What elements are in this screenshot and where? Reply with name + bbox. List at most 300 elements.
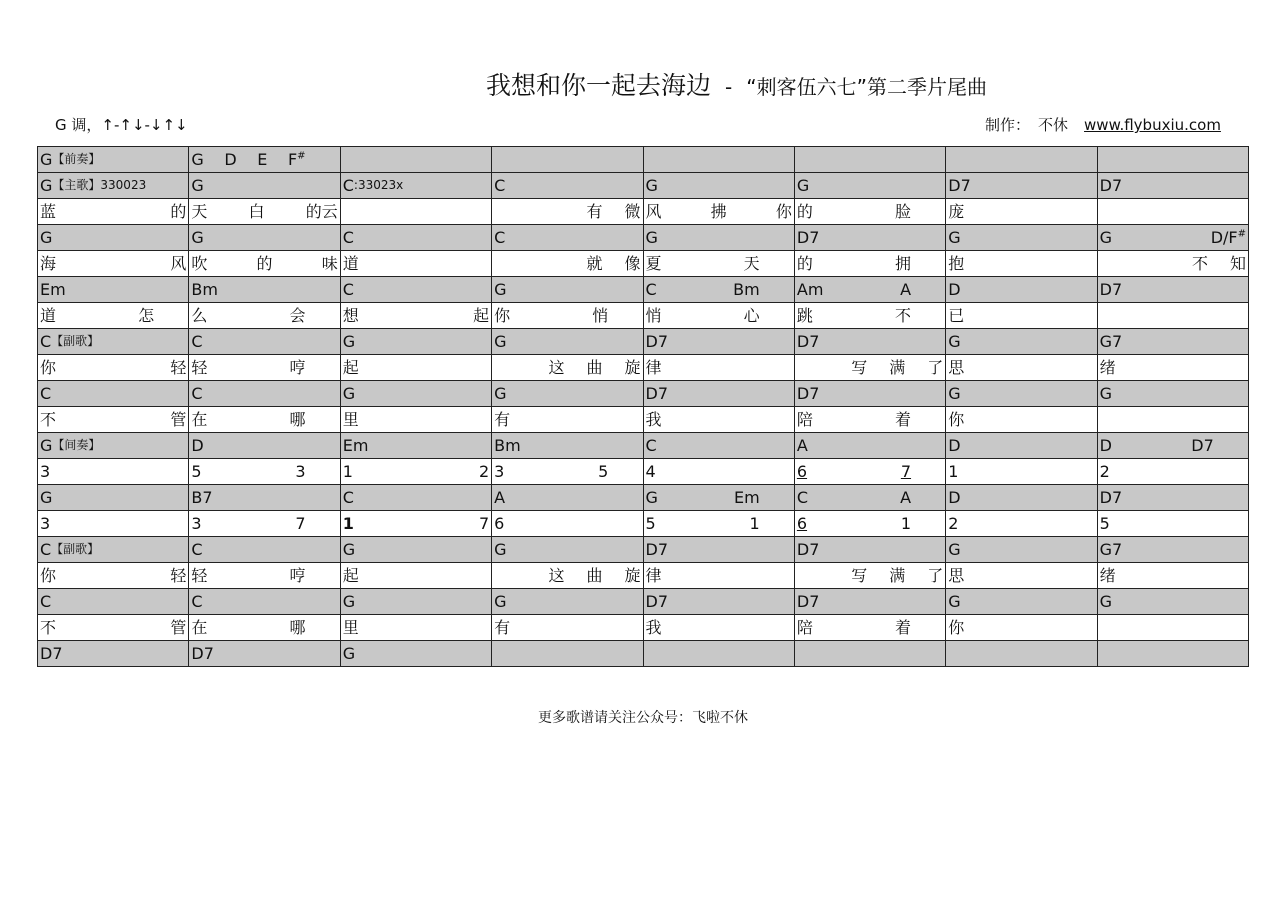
lyric-cell	[38, 407, 189, 433]
lyric-token: 有	[494, 618, 511, 637]
chord-symbol: A	[900, 488, 912, 507]
chord-cell	[946, 537, 1097, 563]
lyric-token: 有	[586, 202, 603, 221]
lyric-token: 轻	[191, 358, 208, 377]
song-title-line	[486, 66, 987, 102]
lyric-cell	[492, 615, 643, 641]
lyric-cell	[643, 563, 794, 589]
chord-symbol: D	[948, 436, 961, 455]
lyric-token: 3	[295, 462, 306, 481]
chord-symbol: D7	[796, 592, 820, 611]
lyric-token: 5	[1099, 514, 1110, 533]
chord-row	[38, 641, 1249, 667]
lyric-cell	[1097, 355, 1248, 381]
chord-symbol: C	[342, 280, 354, 299]
lyric-row	[38, 303, 1249, 329]
chord-cell	[794, 225, 945, 251]
chord-symbol: G	[191, 176, 204, 195]
lyric-token: 道	[40, 306, 57, 325]
chord-cell	[340, 589, 491, 615]
lyric-cell	[189, 303, 340, 329]
chord-cell	[492, 433, 643, 459]
chord-symbol: C	[191, 592, 203, 611]
lyric-cell	[1097, 251, 1248, 277]
chord-symbol: Em	[342, 436, 369, 455]
chord-cell	[643, 381, 794, 407]
chord-symbol: D7	[1099, 176, 1123, 195]
chord-symbol: G	[948, 540, 961, 559]
chord-symbol: G	[40, 436, 53, 455]
lyric-token: 这	[548, 566, 565, 585]
chord-cell	[794, 329, 945, 355]
chord-row	[38, 225, 1249, 251]
chord-symbol: D7	[1099, 488, 1123, 507]
lyric-row	[38, 251, 1249, 277]
chord-cell	[492, 589, 643, 615]
chord-cell	[189, 589, 340, 615]
chord-cell	[189, 641, 340, 667]
lyric-token: 起	[342, 358, 359, 377]
lyric-token: 陪	[796, 618, 813, 637]
lyric-token: 的	[796, 202, 813, 221]
chord-cell	[794, 277, 945, 303]
chord-cell	[1097, 485, 1248, 511]
chord-symbol: C	[342, 488, 354, 507]
lyric-token: 我	[645, 410, 662, 429]
chord-cell	[492, 225, 643, 251]
lyric-cell	[340, 407, 491, 433]
chord-symbol: C	[40, 332, 52, 351]
website-link[interactable]: www.flybuxiu.com	[1084, 116, 1221, 134]
chord-cell	[340, 537, 491, 563]
song-title: 我想和你一起去海边	[486, 71, 712, 100]
chord-row	[38, 277, 1249, 303]
chord-cell	[38, 433, 189, 459]
lyric-row	[38, 407, 1249, 433]
chord-cell	[189, 329, 340, 355]
chord-cell	[38, 147, 189, 173]
lyric-token: 7	[478, 514, 490, 533]
chord-symbol: G	[948, 384, 961, 403]
chord-row	[38, 329, 1249, 355]
chord-cell	[38, 381, 189, 407]
lyric-token: 你	[948, 618, 965, 637]
lyric-cell	[38, 563, 189, 589]
lyric-token: 着	[895, 618, 912, 637]
lyric-row	[38, 615, 1249, 641]
chord-cell	[1097, 433, 1248, 459]
section-tag: 【前奏】	[52, 152, 101, 166]
lyric-token: 绪	[1099, 566, 1116, 585]
lyric-token: 轻	[170, 358, 187, 377]
lyric-token: 的	[170, 202, 187, 221]
chord-symbol: F#	[287, 150, 306, 169]
lyric-token: 白	[248, 202, 265, 221]
chord-cell	[1097, 147, 1248, 173]
chord-cell	[189, 485, 340, 511]
lyric-token: 脸	[895, 202, 912, 221]
section-tag: 【副歌】	[51, 334, 100, 348]
chord-symbol: G	[494, 384, 507, 403]
chord-symbol: C	[645, 280, 657, 299]
chord-cell	[189, 537, 340, 563]
chord-sheet-table	[37, 146, 1249, 667]
lyric-cell	[38, 303, 189, 329]
lyric-token: 管	[170, 618, 187, 637]
lyric-row	[38, 511, 1249, 537]
lyric-token: 满	[889, 358, 906, 377]
chord-symbol: G	[796, 176, 810, 195]
lyric-token: 了	[927, 358, 944, 377]
lyric-cell	[340, 615, 491, 641]
lyric-token: 里	[342, 410, 359, 429]
lyric-cell	[794, 251, 945, 277]
chord-cell	[340, 173, 491, 199]
chord-symbol: G	[494, 280, 507, 299]
lyric-cell	[38, 251, 189, 277]
chord-row	[38, 485, 1249, 511]
chord-symbol: B7	[191, 488, 213, 507]
lyric-token: 5	[191, 462, 202, 481]
chord-symbol: G	[948, 592, 961, 611]
chord-cell	[1097, 225, 1248, 251]
chord-cell	[38, 277, 189, 303]
chord-cell	[189, 173, 340, 199]
chord-cell	[340, 277, 491, 303]
chord-symbol: Bm	[191, 280, 218, 299]
chord-cell	[1097, 589, 1248, 615]
lyric-row	[38, 563, 1249, 589]
lyric-cell	[38, 199, 189, 225]
chord-symbol: C	[342, 176, 354, 195]
lyric-cell	[340, 355, 491, 381]
chord-symbol: G	[342, 644, 356, 663]
chord-cell	[340, 641, 491, 667]
lyric-token: 满	[889, 566, 906, 585]
lyric-token: 曲	[586, 358, 603, 377]
lyric-cell	[38, 355, 189, 381]
chord-symbol: G	[494, 332, 507, 351]
chord-cell	[38, 641, 189, 667]
chord-symbol: E	[257, 150, 268, 169]
lyric-token: 悄	[645, 306, 662, 325]
chord-symbol: D7	[796, 228, 820, 247]
chord-cell	[794, 433, 945, 459]
lyric-cell	[1097, 199, 1248, 225]
chord-symbol: G	[645, 488, 658, 507]
lyric-token: 你	[40, 358, 57, 377]
lyric-cell	[340, 303, 491, 329]
lyric-token: 天	[191, 202, 208, 221]
lyric-token: 着	[895, 410, 912, 429]
chord-symbol: G7	[1099, 332, 1123, 351]
lyric-cell	[794, 563, 945, 589]
lyric-cell	[643, 303, 794, 329]
chord-symbol: D7	[796, 540, 820, 559]
chord-symbol: Bm	[494, 436, 521, 455]
footer-note: 更多歌谱请关注公众号：飞啦不休	[538, 710, 748, 726]
lyric-cell	[946, 251, 1097, 277]
chord-symbol: D7	[796, 384, 820, 403]
lyric-token: 会	[289, 306, 306, 325]
lyric-token: 拥	[895, 254, 912, 273]
chord-cell	[946, 381, 1097, 407]
lyric-row	[38, 355, 1249, 381]
lyric-token: 1	[342, 462, 353, 481]
chord-symbol: A	[796, 436, 808, 455]
lyric-token: 我	[645, 618, 662, 637]
lyric-token: 2	[1099, 462, 1110, 481]
chord-cell	[492, 641, 643, 667]
chord-cell	[946, 589, 1097, 615]
lyric-token: 海	[40, 254, 57, 273]
lyric-cell	[189, 511, 340, 537]
chord-cell	[340, 225, 491, 251]
lyric-cell	[340, 251, 491, 277]
lyric-token: 心	[743, 306, 760, 325]
chord-cell	[643, 641, 794, 667]
lyric-token: 6	[796, 514, 808, 533]
chord-symbol: G	[40, 150, 53, 169]
lyric-cell	[794, 199, 945, 225]
chord-symbol: D7	[796, 332, 820, 351]
chord-cell	[1097, 641, 1248, 667]
lyric-token: 旋	[624, 358, 641, 377]
chord-symbol: Bm	[733, 280, 760, 299]
lyric-token: 3	[191, 514, 202, 533]
lyric-token: 思	[948, 566, 965, 585]
lyric-token: 抱	[948, 254, 965, 273]
chord-symbol: G7	[1099, 540, 1123, 559]
lyric-token: 不	[895, 306, 912, 325]
chord-symbol: G	[948, 332, 961, 351]
lyric-cell	[38, 459, 189, 485]
lyric-cell	[794, 615, 945, 641]
lyric-token: 微	[624, 202, 641, 221]
chord-symbol: D7	[645, 384, 668, 403]
chord-cell	[340, 485, 491, 511]
lyric-cell	[340, 199, 491, 225]
chord-symbol: C	[342, 228, 354, 247]
lyric-cell	[1097, 407, 1248, 433]
lyric-token: 哼	[289, 358, 306, 377]
chord-cell	[492, 485, 643, 511]
chord-row	[38, 537, 1249, 563]
chord-cell	[492, 277, 643, 303]
lyric-row	[38, 199, 1249, 225]
lyric-token: 4	[645, 462, 656, 481]
chord-cell	[492, 147, 643, 173]
lyric-token: 哪	[289, 618, 306, 637]
lyric-token: 律	[645, 358, 662, 377]
lyric-cell	[643, 355, 794, 381]
author-name: 不休	[1038, 116, 1069, 134]
lyric-token: 6	[796, 462, 808, 481]
lyric-token: 写	[851, 358, 868, 377]
chord-cell	[643, 485, 794, 511]
chord-row	[38, 147, 1249, 173]
lyric-token: 5	[645, 514, 656, 533]
lyric-cell	[946, 355, 1097, 381]
lyric-cell	[492, 303, 643, 329]
lyric-cell	[1097, 563, 1248, 589]
lyric-token: 你	[948, 410, 965, 429]
chord-cell	[38, 225, 189, 251]
chord-symbol: D7	[645, 540, 668, 559]
chord-cell	[189, 277, 340, 303]
title-separator: -	[725, 75, 733, 99]
lyric-token: 风	[645, 202, 662, 221]
lyric-cell	[492, 355, 643, 381]
author-label: 制作：	[985, 116, 1031, 134]
chord-symbol: C	[494, 176, 506, 195]
lyric-cell	[340, 563, 491, 589]
chord-symbol: G	[948, 228, 961, 247]
chord-symbol: C	[191, 332, 203, 351]
lyric-token: 已	[948, 306, 965, 325]
chord-cell	[643, 277, 794, 303]
chord-cell	[340, 147, 491, 173]
lyric-token: 的	[256, 254, 273, 273]
chord-symbol: G	[1099, 384, 1113, 403]
lyric-token: 夏	[645, 254, 662, 273]
chord-cell	[946, 485, 1097, 511]
chord-cell	[946, 329, 1097, 355]
lyric-cell	[946, 511, 1097, 537]
chord-symbol: D7	[1099, 280, 1123, 299]
chord-cell	[643, 329, 794, 355]
lyric-token: 6	[494, 514, 505, 533]
lyric-token: 天	[743, 254, 760, 273]
chord-symbol: G	[191, 228, 204, 247]
chord-symbol: G	[494, 540, 507, 559]
chord-row	[38, 589, 1249, 615]
author-info	[985, 114, 1221, 135]
lyric-token: 你	[494, 306, 511, 325]
lyric-token: 3	[40, 514, 51, 533]
lyric-token: 有	[494, 410, 511, 429]
chord-cell	[38, 329, 189, 355]
chord-symbol: C	[645, 436, 657, 455]
chord-cell	[946, 277, 1097, 303]
chord-cell	[492, 537, 643, 563]
chord-cell	[946, 433, 1097, 459]
lyric-cell	[492, 251, 643, 277]
chord-cell	[794, 147, 945, 173]
lyric-cell	[38, 511, 189, 537]
chord-cell	[189, 225, 340, 251]
lyric-token: 起	[342, 566, 359, 585]
chord-symbol: D	[948, 280, 961, 299]
lyric-token: 7	[900, 462, 912, 481]
lyric-token: 庞	[948, 202, 965, 221]
chord-cell	[1097, 381, 1248, 407]
chord-row	[38, 433, 1249, 459]
chord-cell	[643, 589, 794, 615]
lyric-cell	[189, 251, 340, 277]
chord-cell	[643, 173, 794, 199]
chord-cell	[1097, 173, 1248, 199]
chord-symbol: G	[191, 150, 204, 169]
chord-cell	[794, 641, 945, 667]
lyric-token: 跳	[796, 306, 813, 325]
section-tag: 【主歌】330023	[52, 178, 147, 192]
lyric-token: 律	[645, 566, 662, 585]
chord-symbol: G	[342, 384, 356, 403]
lyric-token: 蓝	[40, 202, 57, 221]
chord-symbol: D	[948, 488, 961, 507]
chord-cell	[794, 589, 945, 615]
chord-cell	[340, 433, 491, 459]
chord-cell	[492, 329, 643, 355]
chord-cell	[189, 433, 340, 459]
chord-symbol: G	[645, 176, 658, 195]
chord-symbol: G	[40, 228, 53, 247]
section-tag: 【间奏】	[52, 438, 101, 452]
chord-symbol: G	[40, 488, 53, 507]
lyric-cell	[794, 407, 945, 433]
lyric-cell	[492, 511, 643, 537]
lyric-cell	[946, 407, 1097, 433]
chord-cell	[189, 381, 340, 407]
lyric-cell	[946, 303, 1097, 329]
lyric-token: 拂	[710, 202, 727, 221]
chord-symbol: D/F#	[1210, 228, 1246, 247]
chord-cell	[189, 147, 340, 173]
lyric-token: 就	[586, 254, 603, 273]
chord-cell	[1097, 537, 1248, 563]
lyric-token: 写	[851, 566, 868, 585]
lyric-token: 起	[473, 306, 490, 325]
chord-symbol: G	[494, 592, 507, 611]
chord-cell	[38, 173, 189, 199]
lyric-token: 知	[1229, 254, 1246, 273]
chord-symbol: C	[40, 540, 52, 559]
lyric-cell	[1097, 511, 1248, 537]
lyric-token: 吹	[191, 254, 208, 273]
chord-cell	[38, 537, 189, 563]
lyric-token: 不	[40, 618, 57, 637]
chord-cell	[794, 537, 945, 563]
lyric-cell	[946, 563, 1097, 589]
lyric-token: 的	[796, 254, 813, 273]
lyric-cell	[492, 199, 643, 225]
lyric-token: 在	[191, 410, 208, 429]
lyric-token: 的云	[305, 202, 338, 221]
lyric-token: 轻	[170, 566, 187, 585]
lyric-token: 不	[1191, 254, 1208, 273]
lyric-cell	[340, 459, 491, 485]
chord-symbol: C	[40, 384, 52, 403]
chord-symbol: D7	[40, 644, 63, 663]
chord-cell	[946, 147, 1097, 173]
lyric-cell	[189, 407, 340, 433]
lyric-token: 在	[191, 618, 208, 637]
lyric-token: 1	[948, 462, 959, 481]
lyric-token: 哪	[289, 410, 306, 429]
song-subtitle: “刺客伍六七”第二季片尾曲	[746, 75, 987, 99]
lyric-token: 管	[170, 410, 187, 429]
chord-cell	[946, 173, 1097, 199]
chord-symbol: D7	[1191, 436, 1214, 455]
chord-cell	[38, 589, 189, 615]
lyric-token: 旋	[624, 566, 641, 585]
chord-cell	[38, 485, 189, 511]
lyric-token: 里	[342, 618, 359, 637]
chord-cell	[340, 329, 491, 355]
chord-symbol: G	[40, 176, 53, 195]
chord-symbol: D7	[645, 592, 668, 611]
